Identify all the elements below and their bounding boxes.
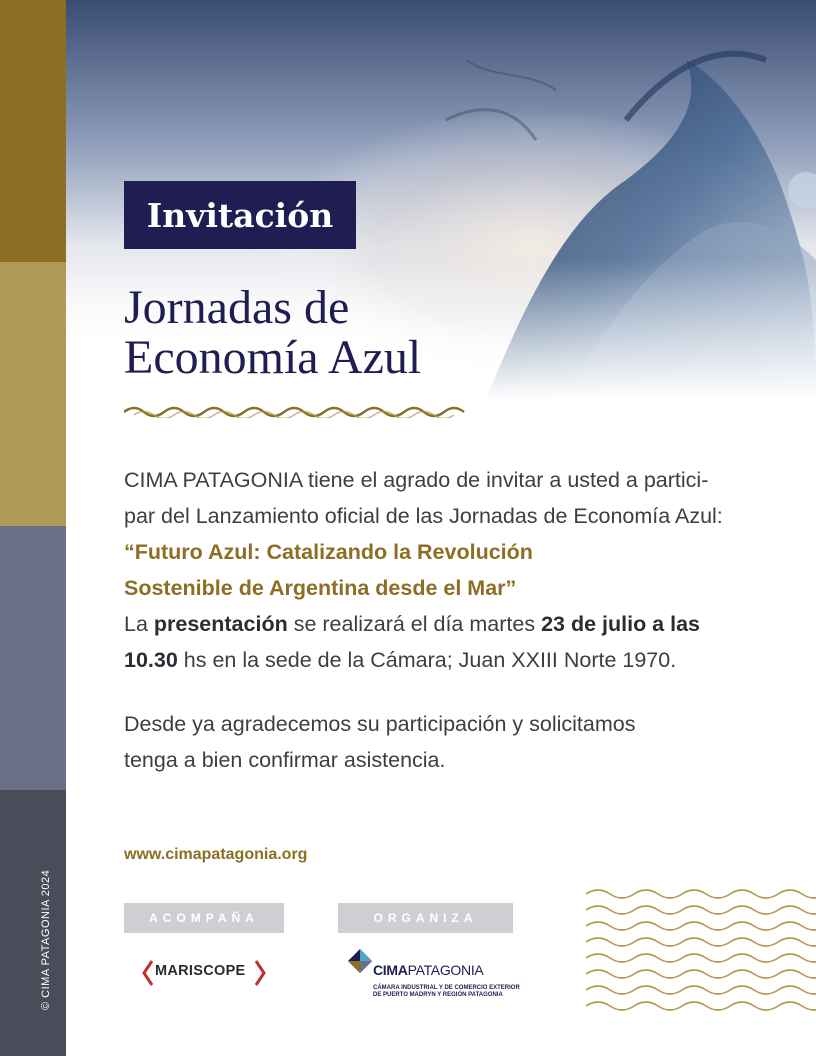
mariscope-logo-text: MARISCOPE bbox=[155, 963, 246, 979]
organizes-label: ORGANIZA bbox=[338, 903, 513, 933]
cima-patagonia-name bbox=[373, 962, 483, 978]
website-link[interactable]: www.cimapatagonia.org bbox=[124, 846, 308, 863]
body-line-date-a: La bbox=[124, 612, 154, 636]
invitation-body bbox=[124, 462, 760, 678]
event-name-line-1: “Futuro Azul: Catalizando la Revolución bbox=[124, 540, 533, 564]
cima-patagonia-logo-icon bbox=[347, 948, 373, 974]
body-line-1: CIMA PATAGONIA tiene el agrado de invitar a usted a partici- bbox=[124, 468, 709, 492]
cima-name-light: PATAGONIA bbox=[407, 962, 484, 978]
body-line-time bbox=[124, 642, 760, 678]
side-band-charcoal bbox=[0, 790, 66, 1056]
closing-line-1: Desde ya agradecemos su participación y solicitamos bbox=[124, 712, 636, 736]
cima-sub-line1: CÁMARA INDUSTRIAL Y DE COMERCIO EXTERIOR bbox=[373, 985, 520, 991]
copyright-text: © CIMA PATAGONIA 2024 bbox=[40, 869, 52, 1010]
invitation-badge: Invitación bbox=[124, 181, 356, 249]
body-line-time-a: 10.30 bbox=[124, 648, 178, 672]
body-line-time-b: hs en la sede de la Cámara; Juan XXIII Norte 1970. bbox=[177, 648, 677, 672]
event-title-line1: Jornadas de bbox=[124, 281, 350, 334]
closing-text bbox=[124, 706, 724, 778]
accompanies-label: ACOMPAÑA bbox=[124, 903, 284, 933]
body-line-date-d: 23 de julio a las bbox=[541, 612, 700, 636]
body-line-date bbox=[124, 606, 760, 642]
cima-patagonia-subtitle bbox=[373, 985, 520, 999]
cima-sub-line2: DE PUERTO MADRYN Y REGIÓN PATAGONIA bbox=[373, 992, 503, 998]
decorative-waves-icon bbox=[586, 886, 816, 1026]
side-band-gold-light bbox=[0, 262, 66, 526]
side-band-slate bbox=[0, 526, 66, 790]
wave-divider-icon bbox=[124, 402, 470, 418]
event-name-line-2: Sostenible de Argentina desde el Mar” bbox=[124, 576, 517, 600]
body-line-date-c: se realizará el día martes bbox=[287, 612, 542, 636]
cima-name-bold: CIMA bbox=[373, 962, 408, 978]
side-band-gold-dark bbox=[0, 0, 66, 262]
closing-line-2: tenga a bien confirmar asistencia. bbox=[124, 748, 446, 772]
body-line-2: par del Lanzamiento oficial de las Jornadas de Economía Azul: bbox=[124, 504, 723, 528]
body-line-date-b: presentación bbox=[153, 612, 288, 636]
event-title bbox=[124, 283, 604, 383]
event-title-line2: Economía Azul bbox=[124, 331, 422, 384]
